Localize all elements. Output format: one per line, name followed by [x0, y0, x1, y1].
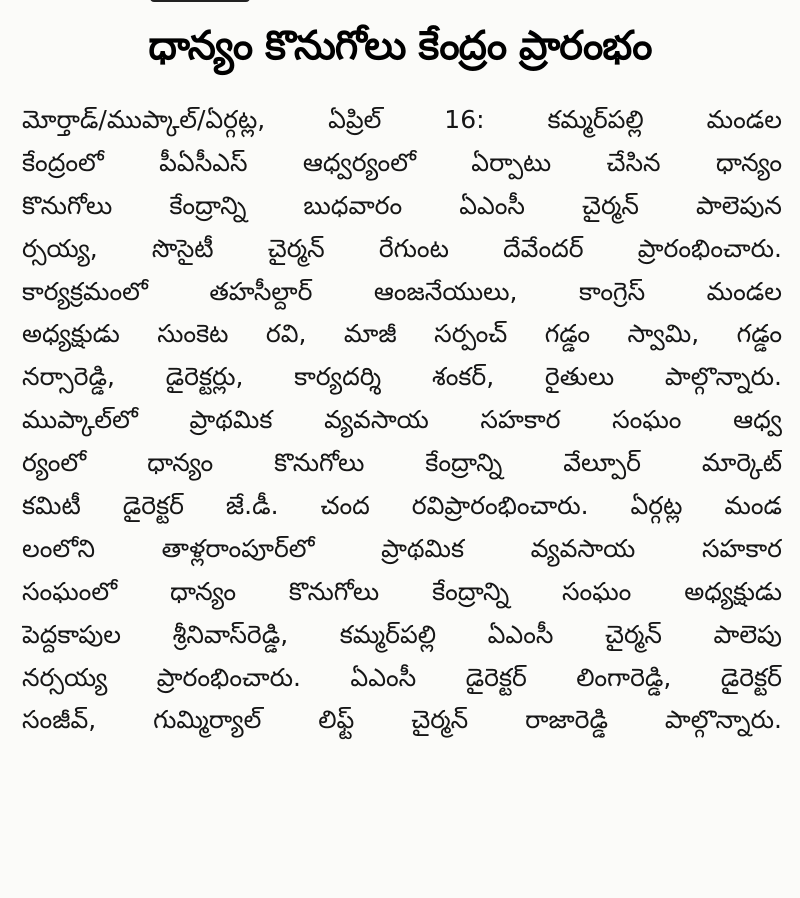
article-line: కొనుగోలు కేంద్రాన్ని బుధవారం ఏఎంసీ చైర్మన్ పాలెపున — [22, 190, 782, 220]
article-line: మోర్తాడ్/ముప్కాల్/ఏర్గట్ల, ఏప్రిల్ 16: కమ్మర్‌పల్లి మండల — [22, 105, 782, 134]
article-line: ర్యంలో ధాన్యం కొనుగోలు కేంద్రాన్ని వేల్పూర్ మార్కెట్ — [22, 448, 782, 478]
article-body — [22, 99, 782, 742]
article-line: కార్యక్రమంలో తహసీల్దార్ ఆంజనేయులు, కాంగ్రెస్ మండల — [22, 276, 782, 306]
article-line: కేంద్రంలో పీఏసీఎస్ ఆధ్వర్యంలో ఏర్పాటు చేసిన ధాన్యం — [22, 147, 782, 177]
article-line: నర్సయ్య ప్రారంభించారు. ఏఎంసీ డైరెక్టర్ లింగారెడ్డి, డైరెక్టర్ — [22, 662, 782, 692]
clipped-previous-headline-fragment — [150, 0, 250, 2]
article-line: నర్సారెడ్డి, డైరెక్టర్లు, కార్యదర్శి శంకర్, రైతులు పాల్గొన్నారు. — [22, 362, 782, 392]
headline: ధాన్యం కొనుగోలు కేంద్రం ప్రారంభం — [148, 23, 652, 69]
article-line: సంఘంలో ధాన్యం కొనుగోలు కేంద్రాన్ని సంఘం అధ్యక్షుడు — [22, 576, 782, 606]
article-line: అధ్యక్షుడు సుంకెట రవి, మాజీ సర్పంచ్ గడ్డం స్వామి, గడ్డం — [22, 319, 782, 349]
article-line: ముప్కాల్‌లో ప్రాథమిక వ్యవసాయ సహకార సంఘం ఆధ్వ — [22, 405, 782, 435]
article-line: ర్సయ్య, సొసైటీ చైర్మన్ రేగుంట దేవేందర్ ప్రారంభించారు. — [22, 233, 782, 263]
article-line: కమిటీ డైరెక్టర్ జే.డీ. చంద రవిప్రారంభించారు. ఏర్గట్ల మండ — [22, 491, 782, 521]
article-line: సంజీవ్, గుమ్మిర్యాల్ లిఫ్ట్ చైర్మన్ రాజారెడ్డి పాల్గొన్నారు. — [22, 705, 782, 735]
article-line: లంలోని తాళ్లరాంపూర్‌లో ప్రాథమిక వ్యవసాయ సహకార — [22, 533, 782, 563]
article-line: పెద్దకాపుల శ్రీనివాస్‌రెడ్డి, కమ్మర్‌పల్లి ఏఎంసీ చైర్మన్ పాలెపు — [22, 619, 782, 649]
